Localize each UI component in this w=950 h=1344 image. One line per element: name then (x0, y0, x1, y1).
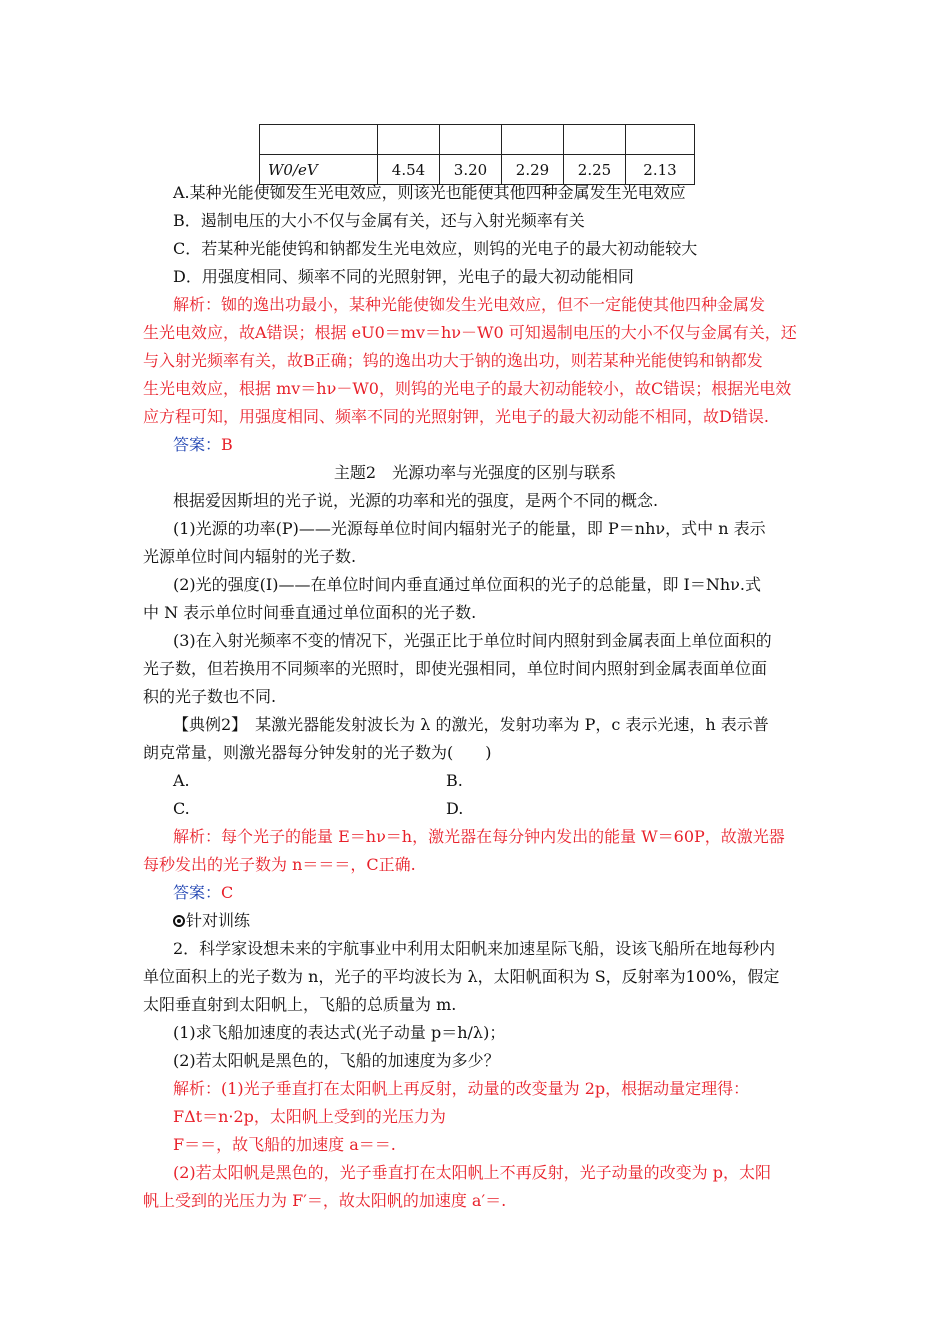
analysis-line: 生光电效应，故A错误；根据 eU0＝mv＝hν－W0 可知遏制电压的大小不仅与金属有关，还 (143, 323, 797, 342)
target-bullet-icon (173, 915, 185, 927)
example-question: 【典例2】 某激光器能发射波长为 λ 的激光，发射功率为 P，c 表示光速，h 表示普 (173, 715, 769, 734)
option-c: C．若某种光能使钨和钠都发生光电效应，则钨的光电子的最大初动能较大 (173, 239, 698, 258)
table-cell (502, 125, 564, 155)
analysis-line: 帆上受到的光压力为 F′＝，故太阳帆的加速度 a′＝. (143, 1191, 507, 1210)
paragraph: (1)光源的功率(P)——光源每单位时间内辐射光子的能量，即 P＝nhν，式中 n 表示 (173, 519, 766, 538)
analysis-line: 解析：铷的逸出功最小，某种光能使铷发生光电效应，但不一定能使其他四种金属发 (173, 295, 766, 314)
paragraph: 光源单位时间内辐射的光子数. (143, 547, 357, 566)
answer: 答案：B (173, 435, 233, 454)
sub-question: (1)求飞船加速度的表达式(光子动量 p＝h/λ)； (173, 1023, 506, 1042)
analysis-line: 与入射光频率有关，故B正确；钨的逸出功大于钠的逸出功，则若某种光能使钨和钠都发 (143, 351, 763, 370)
table-cell (564, 125, 626, 155)
option-a: A. (173, 771, 190, 790)
training-question: 2．科学家设想未来的宇航事业中利用太阳帆来加速星际飞船，设该飞船所在地每秒内 (173, 939, 776, 958)
work-function-table (259, 124, 695, 185)
table-cell (260, 125, 378, 155)
table-cell: 2.13 (626, 155, 695, 185)
analysis-line: 每秒发出的光子数为 n＝＝＝，C正确. (143, 855, 416, 874)
paragraph: 光子数，但若换用不同频率的光照时，即使光强相同，单位时间内照射到金属表面单位面 (143, 659, 768, 678)
training-heading (173, 909, 250, 933)
option-d: D. (446, 799, 464, 818)
paragraph: 积的光子数也不同. (143, 687, 277, 706)
option-d: D．用强度相同、频率不同的光照射钾，光电子的最大初动能相同 (173, 267, 634, 286)
option-a: A.某种光能使铷发生光电效应，则该光也能使其他四种金属发生光电效应 (173, 183, 686, 202)
paragraph: (3)在入射光频率不变的情况下，光强正比于单位时间内照射到金属表面上单位面积的 (173, 631, 772, 650)
training-question: 太阳垂直射到太阳帆上，飞船的总质量为 m. (143, 995, 457, 1014)
table-cell: 3.20 (440, 155, 502, 185)
table-cell: 4.54 (378, 155, 440, 185)
analysis-line: F＝＝，故飞船的加速度 a＝＝. (173, 1135, 396, 1154)
table-cell: 2.29 (502, 155, 564, 185)
analysis-line: FΔt＝n·2p，太阳帆上受到的光压力为 (173, 1107, 446, 1126)
paragraph: (2)光的强度(I)——在单位时间内垂直通过单位面积的光子的总能量，即 I＝Nhν.式 (173, 575, 761, 594)
option-b: B．遏制电压的大小不仅与金属有关，还与入射光频率有关 (173, 211, 585, 230)
table-cell (626, 125, 695, 155)
example-question: 朗克常量，则激光器每分钟发射的光子数为( ) (143, 743, 492, 762)
option-b: B. (446, 771, 463, 790)
table-cell (378, 125, 440, 155)
table-row-label: W0/eV (260, 155, 378, 185)
analysis-line: 解析：每个光子的能量 E＝hν＝h，激光器在每分钟内发出的能量 W＝60P，故激光器 (173, 827, 785, 846)
section-title: 主题2 光源功率与光强度的区别与联系 (333, 463, 617, 482)
analysis-line: 应方程可知，用强度相同、频率不同的光照射钾，光电子的最大初动能不相同，故D错误. (143, 407, 769, 426)
table-header-row (260, 125, 695, 155)
table-row (260, 155, 695, 185)
option-c: C. (173, 799, 190, 818)
sub-question: (2)若太阳帆是黑色的，飞船的加速度为多少？ (173, 1051, 500, 1070)
paragraph: 中 N 表示单位时间垂直通过单位面积的光子数. (143, 603, 477, 622)
answer: 答案：C (173, 883, 234, 902)
table-cell: 2.25 (564, 155, 626, 185)
analysis-line: 解析：(1)光子垂直打在太阳帆上再反射，动量的改变量为 2p，根据动量定理得： (173, 1079, 750, 1098)
paragraph: 根据爱因斯坦的光子说，光源的功率和光的强度，是两个不同的概念. (173, 491, 659, 510)
analysis-line: 生光电效应，根据 mv＝hν－W0，则钨的光电子的最大初动能较小，故C错误；根据光电效 (143, 379, 792, 398)
training-heading-text: 针对训练 (186, 911, 251, 930)
table-cell (440, 125, 502, 155)
analysis-line: (2)若太阳帆是黑色的，光子垂直打在太阳帆上不再反射，光子动量的改变为 p，太阳 (173, 1163, 771, 1182)
training-question: 单位面积上的光子数为 n，光子的平均波长为 λ，太阳帆面积为 S，反射率为100%，假定 (143, 967, 780, 986)
